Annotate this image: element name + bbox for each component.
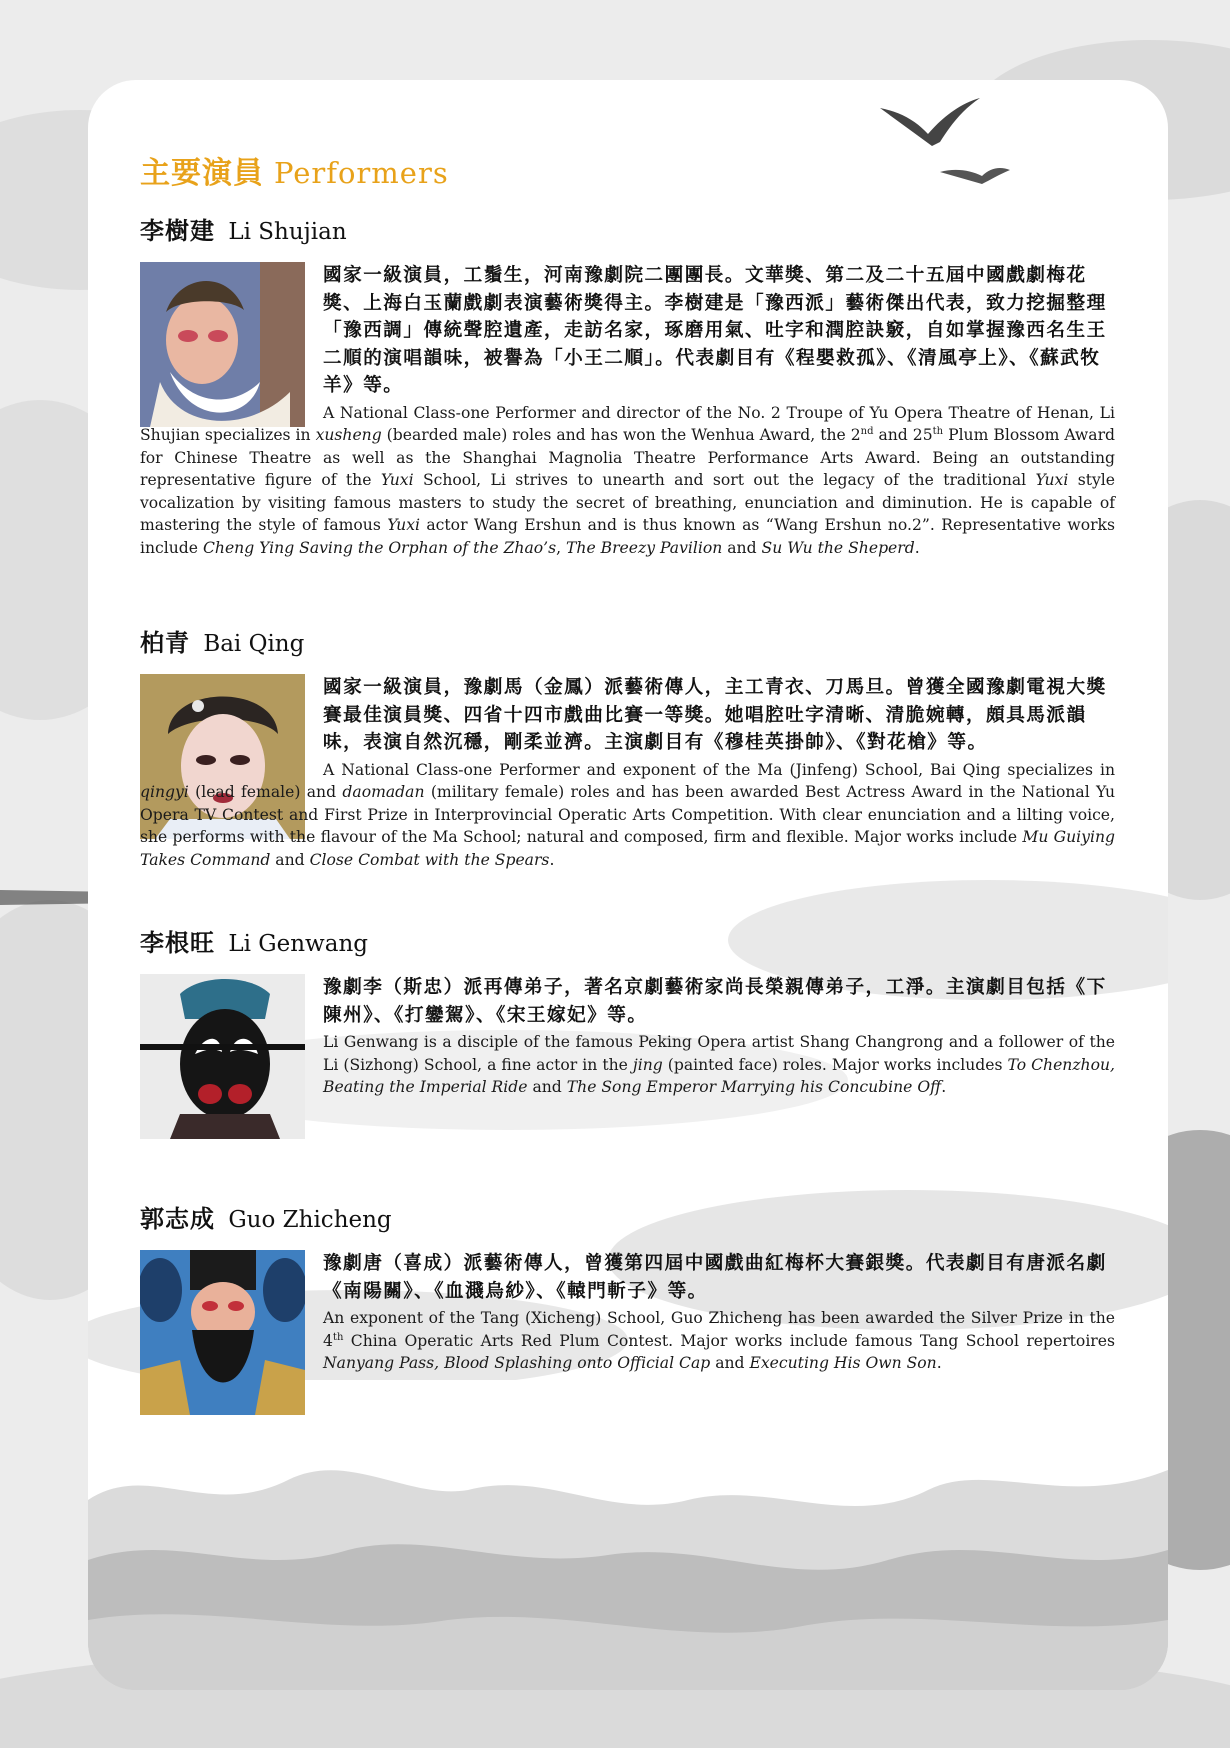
bio-en-text: and bbox=[270, 850, 310, 869]
bio-en-text: Li Genwang is a disciple of the famous Peking Opera artist Shang Changrong and a follower of the Li (Sizhong) School, a fine actor in the bbox=[323, 1033, 1115, 1074]
performer-name-zh: 郭志成 bbox=[140, 1204, 215, 1233]
bio-en-text: and bbox=[710, 1354, 750, 1372]
bio-en-text: China Operatic Arts Red Plum Contest. Major works include famous Tang School repertoires bbox=[343, 1331, 1115, 1350]
section-title-en: Performers bbox=[274, 156, 449, 190]
bio-en-superscript: nd bbox=[860, 425, 874, 437]
performer-name-zh: 李根旺 bbox=[140, 928, 215, 957]
bio-en bbox=[323, 1031, 1115, 1099]
bio-en-text: (painted face) roles. Major works includes bbox=[662, 1055, 1008, 1074]
bio-en-text: , bbox=[556, 538, 567, 557]
bio-zh: 豫劇唐（喜成）派藝術傳人，曾獲第四屆中國戲曲紅梅杯大賽銀獎。代表劇目有唐派名劇《南陽關》、《血濺烏紗》、《轅門斬子》等。 bbox=[323, 1253, 1107, 1302]
bio-en-italic: Yuxi bbox=[380, 471, 414, 489]
bio-en-text: School, Li strives to unearth and sort out the legacy of the traditional bbox=[413, 471, 1036, 489]
bio-en-italic: To Chenzhou, Beating the Imperial Ride bbox=[323, 1055, 1115, 1096]
performer-li-genwang bbox=[140, 926, 1120, 1096]
bio-en-text: A National Class-one Performer and director of the No. 2 Troupe of Yu Opera Theatre of Henan, Li Shujian specializes in bbox=[140, 403, 1115, 444]
performer-bio bbox=[140, 262, 1115, 559]
performer-name-en: Li Genwang bbox=[228, 931, 368, 957]
bio-en-italic: Mu Guiying Takes Command bbox=[140, 828, 1115, 869]
mountain-wash-decoration bbox=[88, 1380, 1168, 1690]
performer-bio bbox=[140, 974, 1115, 1099]
bio-en-text: and 25 bbox=[873, 426, 933, 444]
bio-en-text: actor Wang Ershun and is thus known as “Wang Ershun no.2”. Representative works include bbox=[140, 516, 1115, 557]
bio-en-italic: Yuxi bbox=[1035, 471, 1069, 489]
bio-en-text: . bbox=[941, 1078, 947, 1096]
bio-en-italic: jing bbox=[632, 1055, 663, 1074]
performer-name-zh: 柏青 bbox=[140, 628, 190, 657]
bio-en-text: and bbox=[527, 1078, 567, 1096]
performer-li-shujian bbox=[140, 214, 1120, 557]
bio-en bbox=[323, 1307, 1115, 1375]
section-title-zh: 主要演員 bbox=[140, 156, 264, 191]
bio-en bbox=[140, 402, 1115, 560]
bio-en-text: style vocalization by visiting famous masters to study the secret of breathing, enunciation and diminution. He is capable of mastering the style of famous bbox=[140, 471, 1115, 534]
bio-en-text: Plum Blossom Award for Chinese Theatre as well as the Shanghai Magnolia Theatre Performance Arts Award. Being an outstanding representative figure of the bbox=[140, 426, 1116, 489]
performer-name-en: Guo Zhicheng bbox=[228, 1207, 392, 1233]
performer-name bbox=[140, 926, 1120, 960]
bio-en-italic: Close Combat with the Spears bbox=[309, 850, 550, 869]
bio-en-text: A National Class-one Performer and exponent of the Ma (Jinfeng) School, Bai Qing specializes in bbox=[323, 760, 1115, 779]
performer-guo-zhicheng bbox=[140, 1202, 1120, 1372]
bio-en-italic: Nanyang Pass, Blood Splashing onto Official Cap bbox=[323, 1354, 711, 1372]
bio-en-text: . bbox=[549, 850, 555, 869]
bio-en-italic: Cheng Ying Saving the Orphan of the Zhao’s bbox=[202, 538, 557, 557]
performer-name-zh: 李樹建 bbox=[140, 216, 215, 245]
bio-en-italic: qingyi bbox=[140, 783, 189, 801]
bio-en-italic: Yuxi bbox=[387, 516, 420, 534]
bio-en-text: . bbox=[936, 1354, 942, 1372]
bio-zh: 國家一級演員，工鬚生，河南豫劇院二團團長。文華獎、第二及二十五屆中國戲劇梅花獎、上海白玉蘭戲劇表演藝術獎得主。李樹建是「豫西派」藝術傑出代表，致力挖掘整理「豫西調」傳統聲腔遺產，走訪名家，琢磨用氣、吐字和潤腔訣竅，自如掌握豫西名生王二順的演唱韻味，被譽為「小王二順」。代表劇目有《程嬰救孤》、《清風亭上》、《蘇武牧羊》等。 bbox=[323, 265, 1107, 396]
bio-en-text: An exponent of the Tang (Xicheng) School, Guo Zhicheng has been awarded the Silver Prize in the 4 bbox=[323, 1309, 1115, 1350]
bio-en-superscript: th bbox=[932, 425, 944, 437]
bio-zh: 豫劇李（斯忠）派再傳弟子，著名京劇藝術家尚長榮親傳弟子，工淨。主演劇目包括《下陳州》、《打鑾駕》、《宋王嫁妃》等。 bbox=[323, 977, 1107, 1026]
bio-en-italic: Executing His Own Son bbox=[749, 1354, 937, 1372]
bio-en-text: . bbox=[914, 538, 920, 557]
bio-en-italic: The Song Emperor Marrying his Concubine Off bbox=[566, 1078, 942, 1096]
bio-en-text: (lead female) and bbox=[188, 783, 343, 801]
bio-en-superscript: th bbox=[332, 1331, 344, 1343]
bio-en-italic: Su Wu the Sheperd bbox=[761, 538, 915, 557]
bio-zh: 國家一級演員，豫劇馬（金鳳）派藝術傳人，主工青衣、刀馬旦。曾獲全國豫劇電視大獎賽最佳演員獎、四省十四市戲曲比賽一等獎。她唱腔吐字清晰、清脆婉轉，頗具馬派韻味，表演自然沉穩，剛柔並濟。主演劇目有《穆桂英掛帥》、《對花槍》等。 bbox=[323, 677, 1107, 753]
performer-name bbox=[140, 1202, 1120, 1236]
performer-name-en: Bai Qing bbox=[203, 631, 305, 657]
section-title bbox=[140, 148, 449, 192]
bio-en-italic: The Breezy Pavilion bbox=[566, 538, 723, 557]
birds-decoration bbox=[870, 90, 1030, 200]
performer-bai-qing bbox=[140, 626, 1120, 869]
performer-bio bbox=[140, 1250, 1115, 1375]
bio-en-italic: xusheng bbox=[315, 426, 382, 444]
performer-name-en: Li Shujian bbox=[228, 219, 347, 245]
bio-en-text: and bbox=[722, 538, 762, 557]
bio-en-italic: daomadan bbox=[342, 783, 425, 801]
performer-bio bbox=[140, 674, 1115, 871]
bio-en bbox=[140, 759, 1115, 872]
bio-en-text: (military female) roles and has been awarded Best Actress Award in the National Yu Opera TV Contest and First Prize in Interprovincial Operatic Arts Competition. With clear enunciation and a lilting voice, she performs with the flavour of the Ma School; natural and composed, firm and flexible. Major works include bbox=[140, 783, 1115, 846]
bio-en-text: (bearded male) roles and has won the Wenhua Award, the 2 bbox=[381, 426, 861, 444]
performer-name bbox=[140, 626, 1120, 660]
performer-name bbox=[140, 214, 1120, 248]
